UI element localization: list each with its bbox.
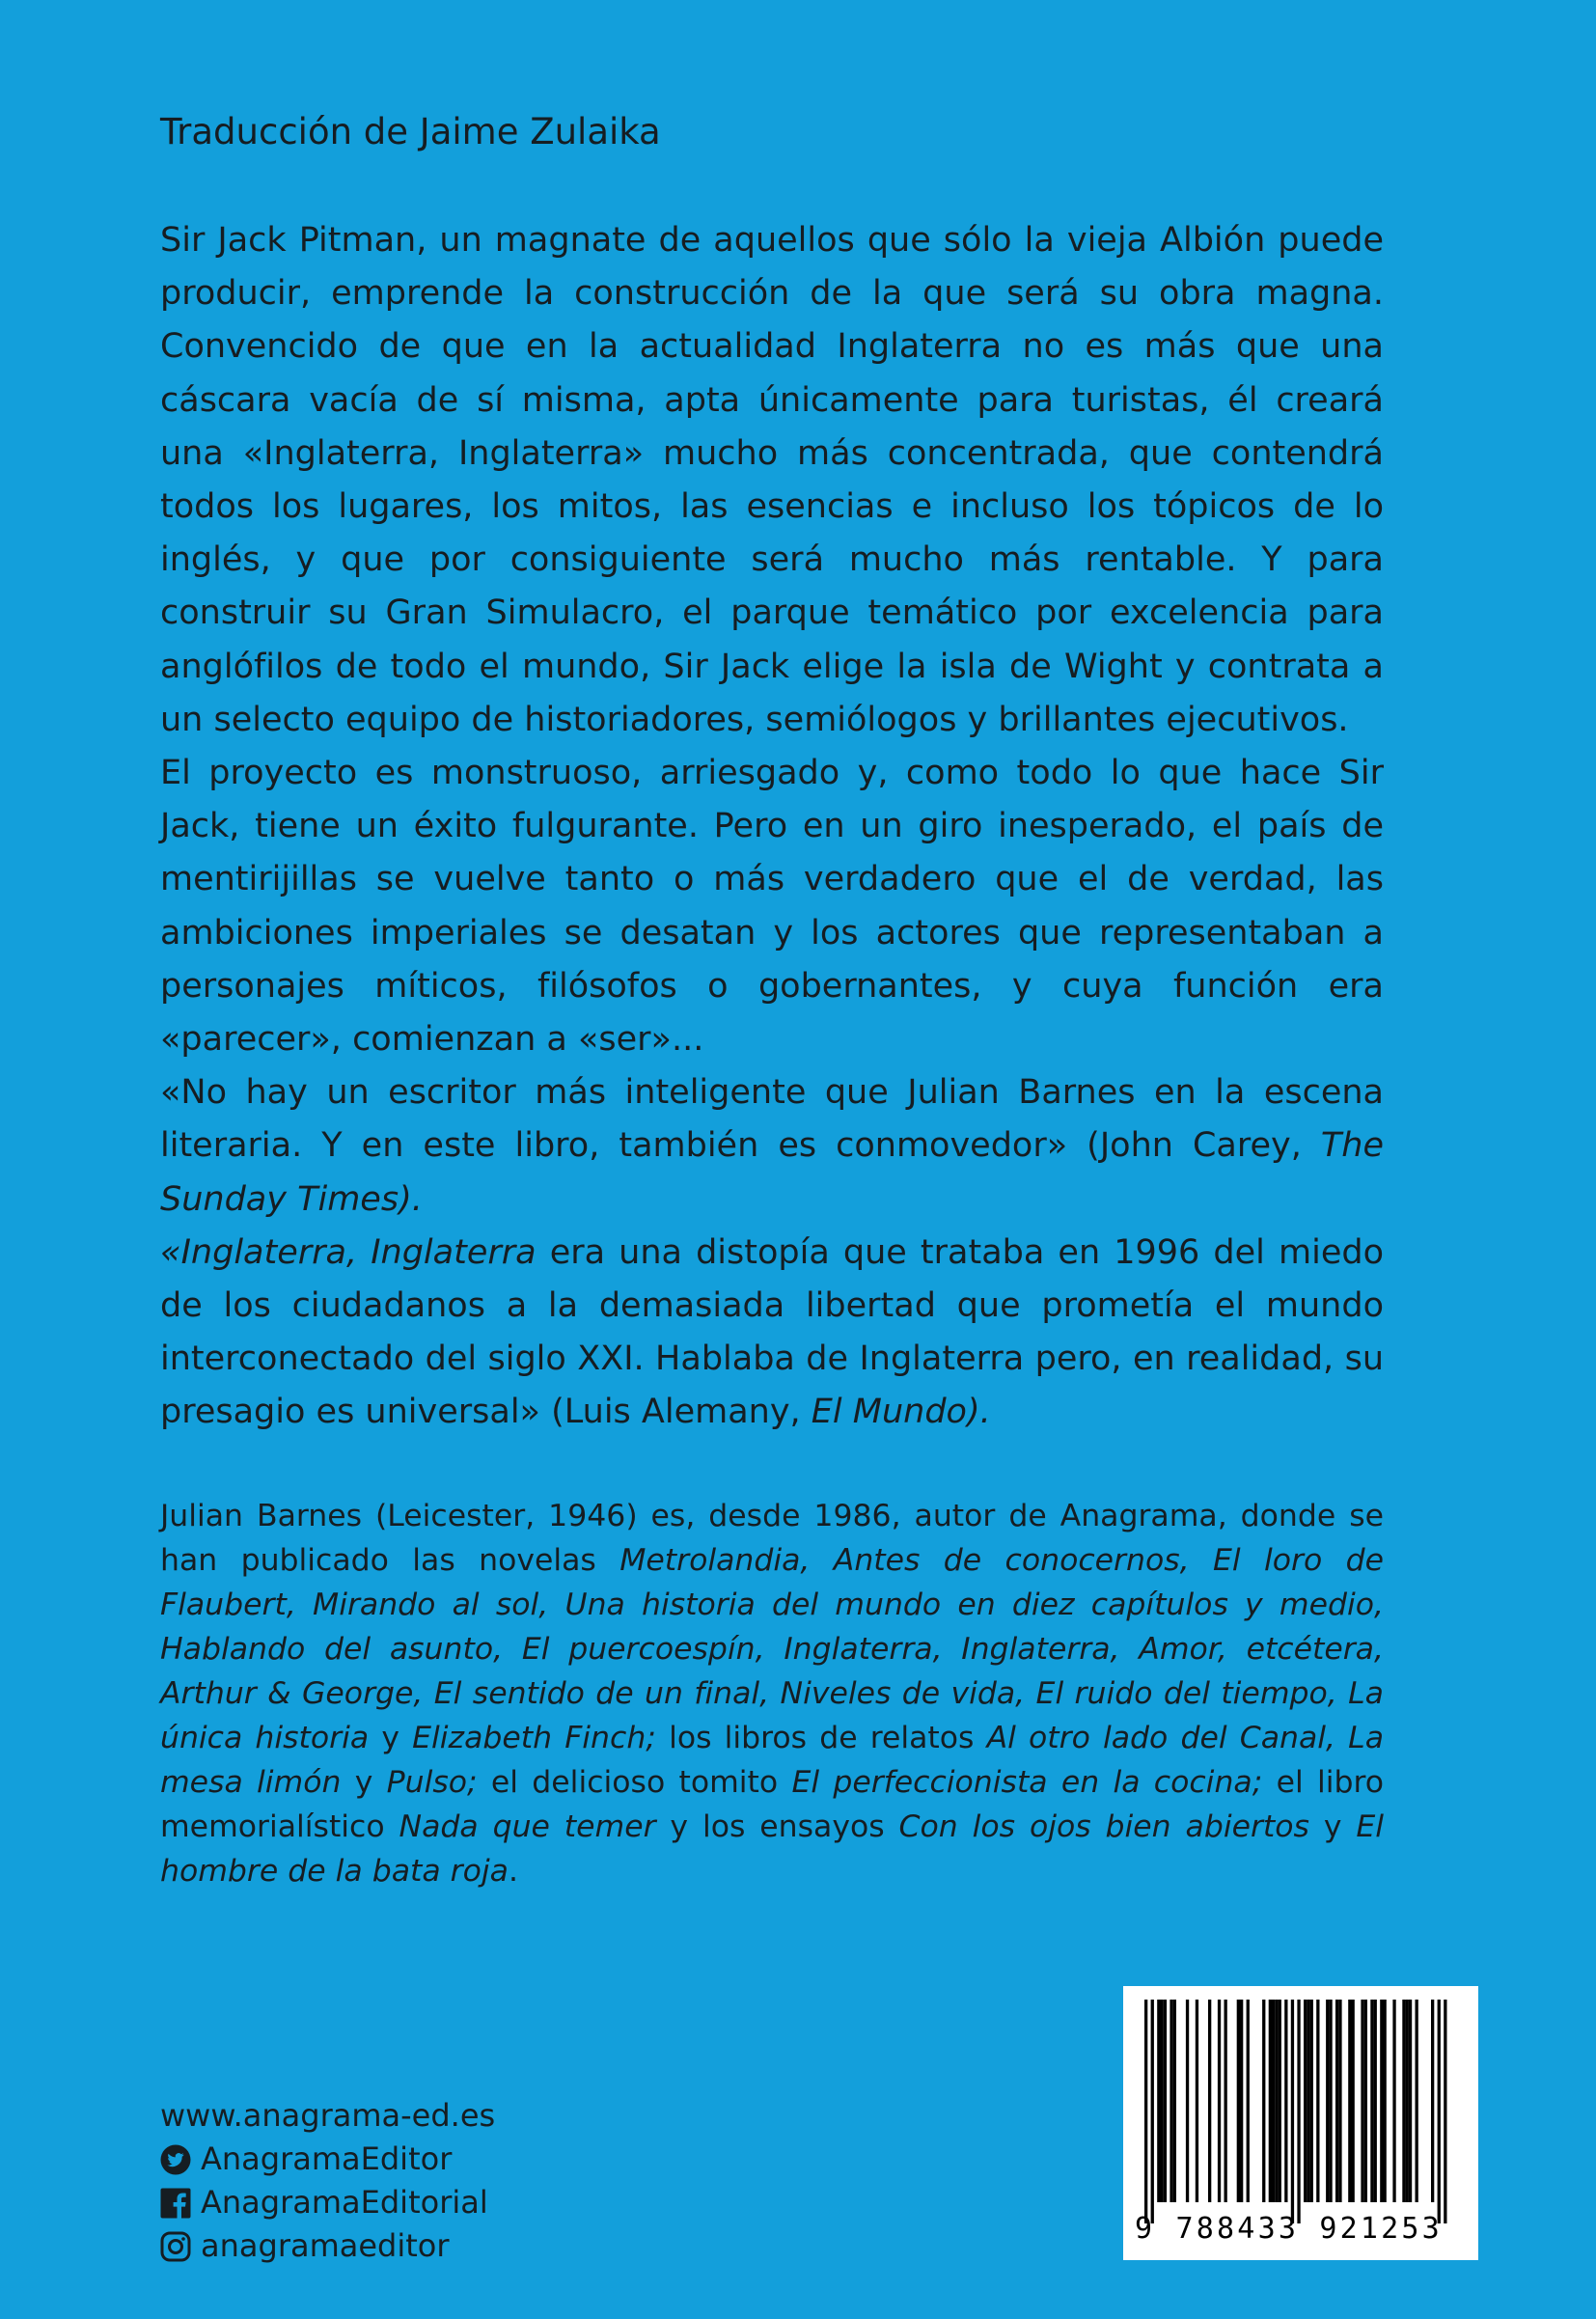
bio-stories-last: Pulso; [386,1765,478,1800]
barcode-bar [1157,2000,1160,2202]
author-bio [160,1494,1384,1893]
synopsis-paragraph-1: Sir Jack Pitman, un magnate de aquellos que sólo la vieja Albión puede producir, emprende la construcción de la que será su obra magna. Convencido de que en la actualidad Inglaterra no es más que una cáscara vacía de sí misma, apta únicamente para turistas, él creará una «Inglaterra, Inglaterra» mucho más concentrada, que contendrá todos los lugares, los mitos, las esencias e incluso los tópicos de lo inglés, y que por consiguiente será mucho más rentable. Y para construir su Gran Simulacro, el parque temático por excelencia para anglófilos de todo el mundo, Sir Jack elige la isla de Wight y contrata a un selecto equipo de historiadores, semiólogos y brillantes ejecutivos. [160,221,1384,739]
synopsis [160,214,1384,1440]
bio-connector: y [341,1765,387,1800]
barcode-bar [1151,2000,1154,2223]
barcode-bar [1240,2000,1243,2202]
twitter-bird-icon [160,2144,191,2175]
barcode-bar [1364,2000,1367,2202]
quote-end: ). [966,1393,991,1432]
bio-memoir-intro: el libro memorialístico [160,1765,1385,1844]
barcode-bar [1208,2000,1211,2202]
bio-memoir: Nada que temer [399,1809,656,1844]
bio-essay-1: Con los ojos bien abiertos [898,1809,1309,1844]
barcode-bar [1144,2000,1147,2223]
barcode-bar [1297,2000,1300,2223]
author-bio-text [160,1494,1384,1893]
bio-novels: Metrolandia, Antes de conocernos, El loro de Flaubert, Mirando al sol, Una historia del mundo en diez capítulos y medio, Hablando del asunto, El puercoespín, Inglaterra, Inglaterra, Amor, etcétera, Arthur & George, El sentido de un final, Niveles de vida, El ruido del tiempo, La única historia [160,1543,1384,1755]
barcode-bar [1218,2000,1221,2202]
quote-text: «No hay un escritor más inteligente que Julian Barnes en la escena literaria. Y en este libro, también es conmovedor» (John Carey, [160,1073,1384,1166]
instagram-link[interactable] [160,2224,495,2268]
facebook-page[interactable]: AnagramaEditorial [201,2184,488,2221]
bio-intro: Julian Barnes (Leicester, 1946) es, desde 1986, autor de Anagrama, donde se han publicado las novelas [160,1499,1384,1578]
barcode-bar [1316,2000,1319,2202]
bio-novel-last: Elizabeth Finch; [412,1721,656,1755]
barcode-bar [1392,2000,1395,2202]
barcode-bar [1186,2000,1189,2202]
barcode-bar [1307,2000,1309,2202]
barcode-bar [1237,2000,1240,2202]
barcode-bar [1438,2000,1441,2223]
barcode-bar [1380,2000,1383,2202]
barcode-bar [1374,2000,1377,2202]
quote-book-title: Inglaterra, Inglaterra [180,1232,537,1272]
quote-source: El Mundo [811,1393,967,1432]
translator-credit: Traducción de Jaime Zulaika [160,111,661,152]
barcode-bar [1272,2000,1275,2202]
barcode-bar [1304,2000,1307,2202]
synopsis-paragraph-2: El proyecto es monstruoso, arriesgado y, como todo lo que hace Sir Jack, tiene un éxito fulgurante. Pero en un giro inesperado, el país de mentirijillas se vuelve tanto o más verdadero que el de verdad, las ambiciones imperiales se desatan y los actores que representaban a personajes míticos, filósofos o gobernantes, y cuya función era «parecer», comienzan a «ser»... [160,754,1384,1060]
instagram-handle[interactable]: anagramaeditor [201,2227,450,2264]
barcode-bar [1173,2000,1176,2202]
publisher-contacts [160,2094,495,2268]
barcode-bar [1279,2000,1281,2202]
isbn-digits: 9 788433 921253 [1135,2212,1443,2246]
barcode-bar [1269,2000,1272,2202]
twitter-link[interactable] [160,2138,495,2181]
bio-essays-intro: y los ensayos [655,1809,899,1844]
bio-connector: y [1308,1809,1357,1844]
barcode-bar [1361,2000,1363,2202]
review-quote-alemany [160,1227,1384,1440]
quote-open: « [160,1232,181,1272]
website-link[interactable] [160,2094,495,2138]
barcode-bar [1416,2000,1418,2202]
quote-source: The Sunday Times [160,1126,1384,1219]
review-quote-carey [160,1066,1384,1227]
barcode-bar [1409,2000,1412,2202]
barcode-bar [1384,2000,1387,2202]
barcode-bar [1291,2000,1294,2223]
website-url[interactable]: www.anagrama-ed.es [160,2097,496,2134]
bio-end: . [508,1854,518,1889]
barcode-bar [1370,2000,1373,2202]
barcode-bar [1284,2000,1287,2202]
barcode-bar [1329,2000,1332,2202]
facebook-link[interactable] [160,2181,495,2224]
barcode-bar [1164,2000,1167,2202]
barcode-bar [1247,2000,1250,2202]
bio-essay-2: El hombre de la bata roja [160,1809,1384,1889]
barcode-bar [1310,2000,1313,2202]
bio-cookbook-intro: el delicioso tomito [477,1765,792,1800]
barcode-bar [1444,2000,1446,2223]
barcode-bar [1196,2000,1198,2202]
barcode-bar [1352,2000,1355,2202]
bio-stories-intro: los libros de relatos [655,1721,987,1755]
barcode-bar [1326,2000,1329,2202]
instagram-icon [160,2231,191,2262]
barcode-bar [1225,2000,1227,2202]
twitter-handle[interactable]: AnagramaEditor [201,2140,453,2177]
barcode-bar [1338,2000,1341,2202]
facebook-icon [160,2188,191,2219]
bio-stories: Al otro lado del Canal, La mesa limón [160,1721,1385,1800]
barcode-bar [1406,2000,1409,2202]
barcode-bar [1169,2000,1172,2202]
barcode-bar [1262,2000,1265,2202]
isbn-barcode [1123,1986,1478,2260]
quote-text: era una distopía que trataba en 1996 del miedo de los ciudadanos a la demasiada libertad que prometía el mundo interconectado del siglo XXI. Hablaba de Inglaterra pero, en realidad, su presagio es universal» (Luis Alemany, [160,1232,1384,1432]
barcode-bar [1161,2000,1164,2202]
bio-connector: y [369,1721,413,1755]
quote-end: ). [399,1179,423,1219]
barcode-bar [1402,2000,1405,2202]
barcode-bar [1275,2000,1278,2202]
barcode-bar [1348,2000,1351,2202]
bio-cookbook: El perfeccionista en la cocina; [791,1765,1263,1800]
barcode-bar [1335,2000,1338,2202]
barcode-bar [1431,2000,1434,2202]
